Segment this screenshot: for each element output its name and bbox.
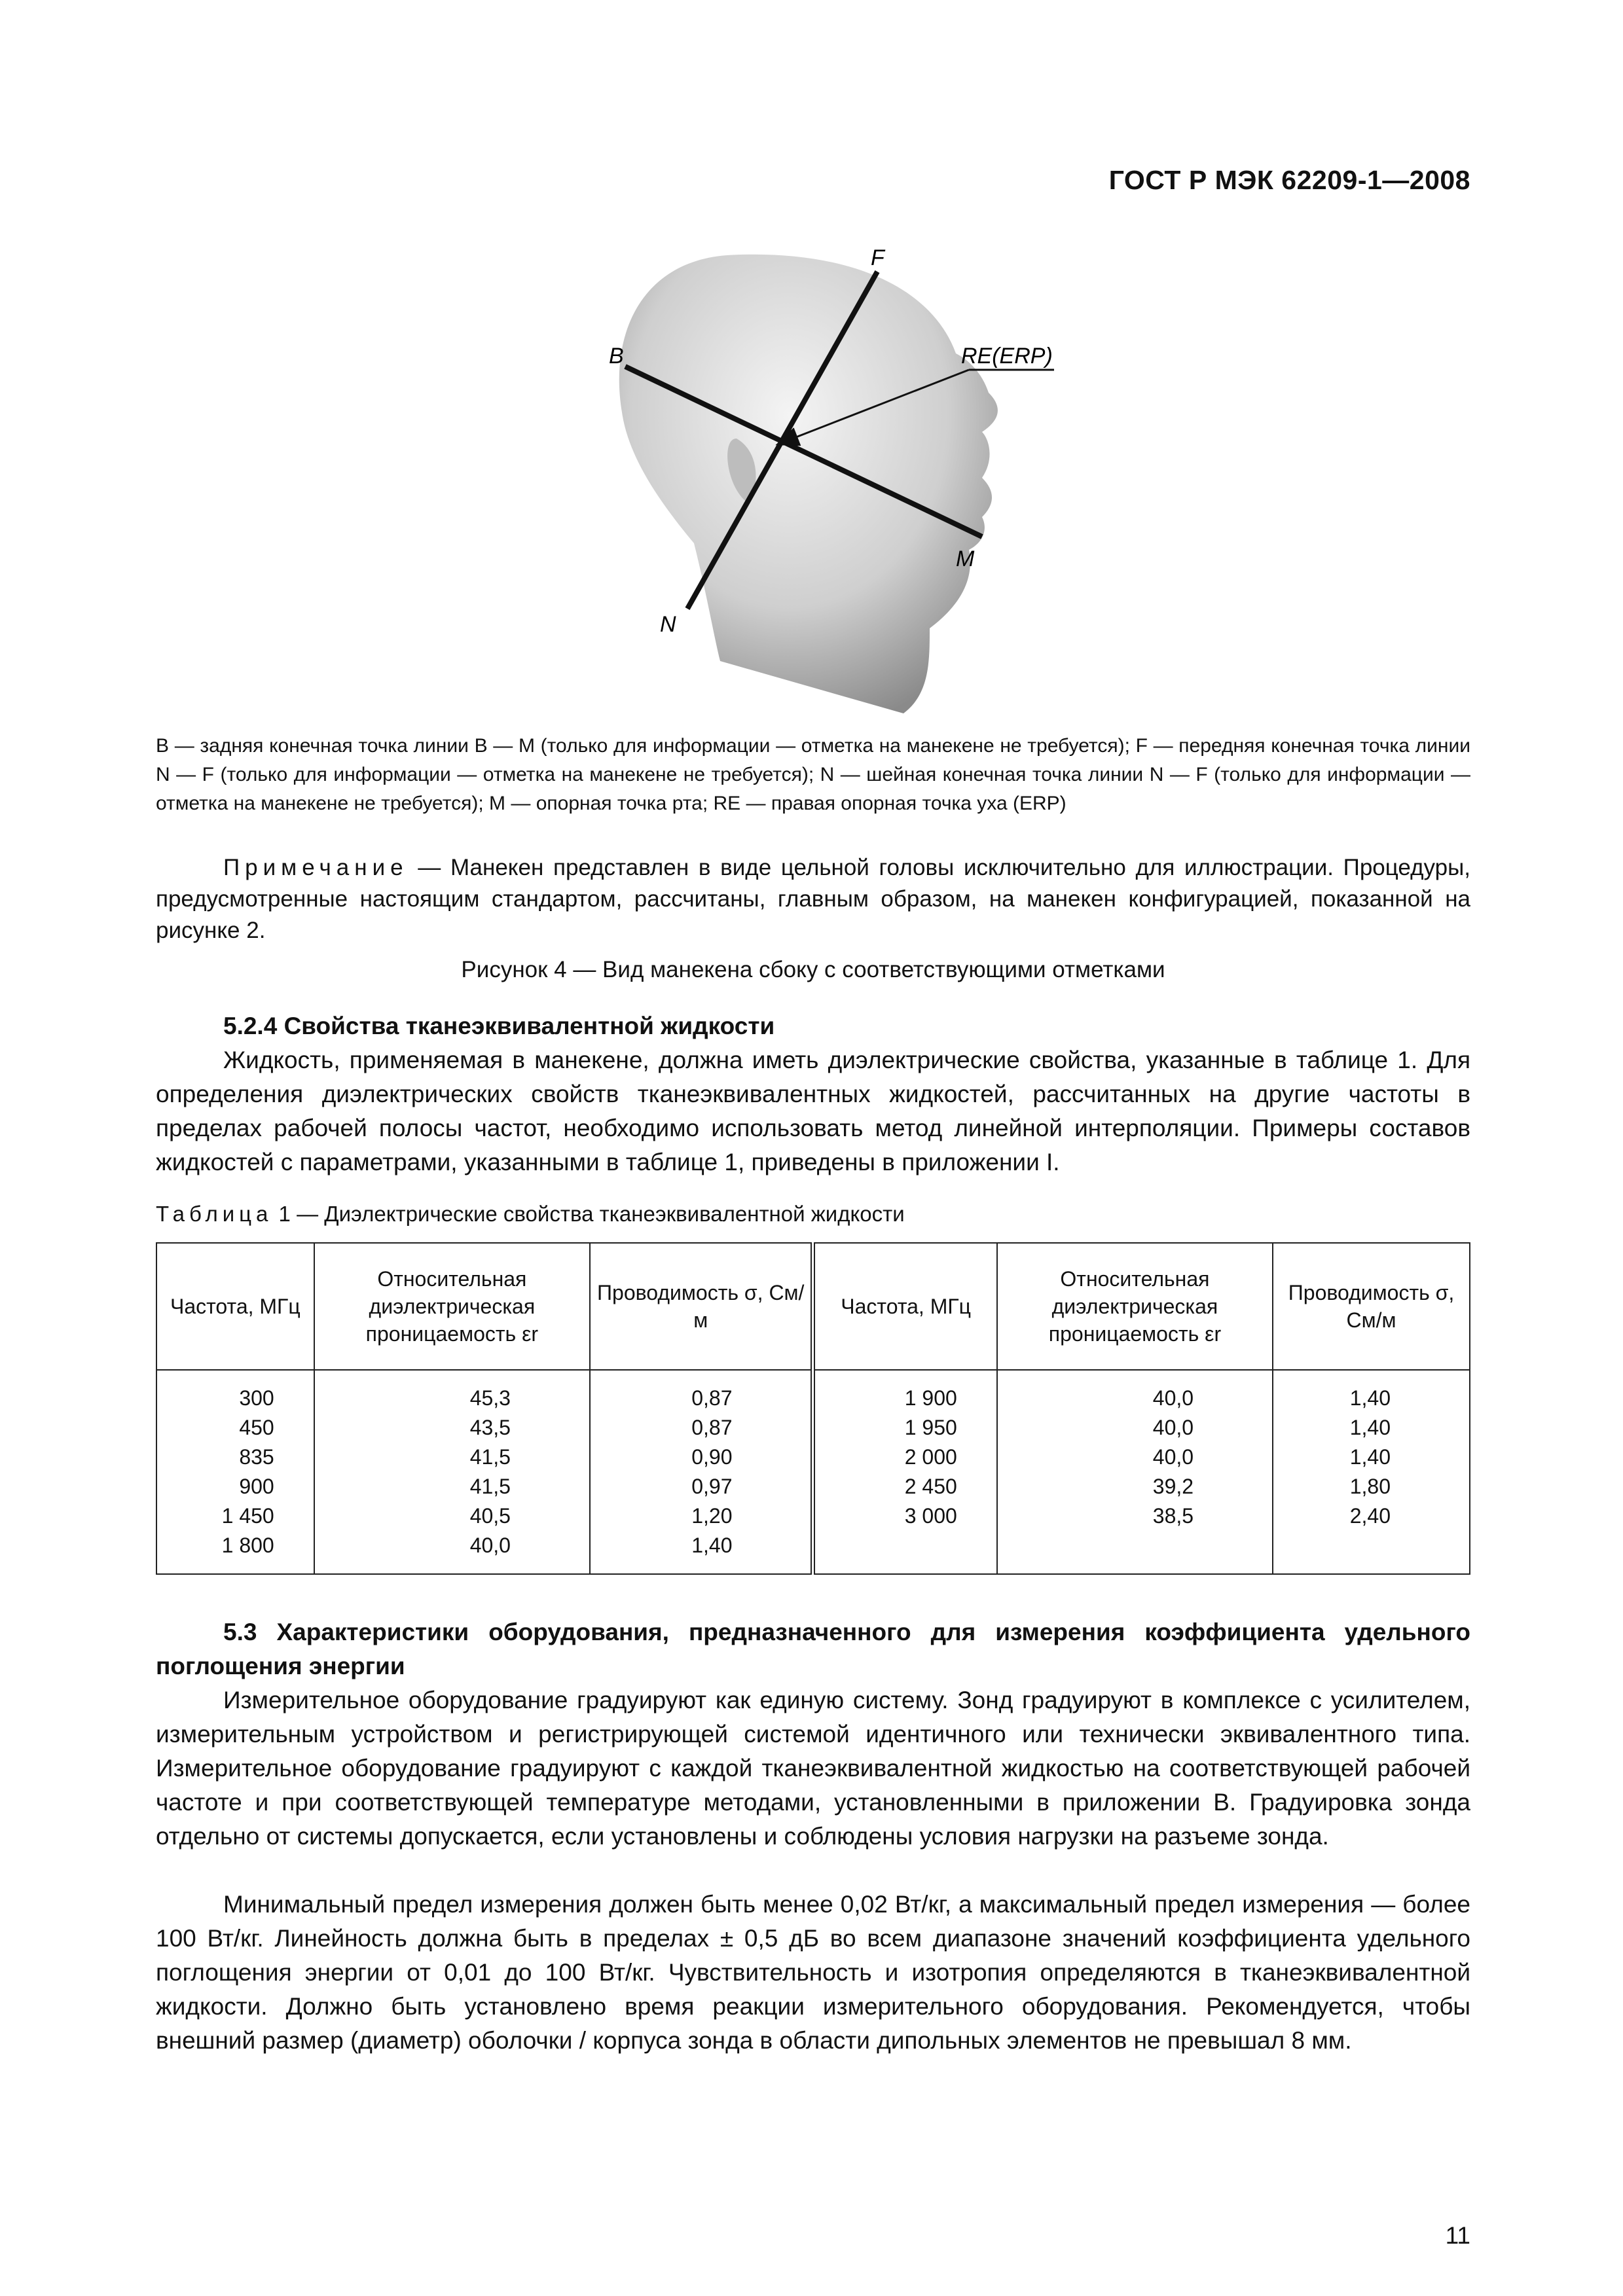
table-1-dielectric-properties (156, 1242, 1470, 1575)
section-5-2-4-title: 5.2.4 Свойства тканеэквивалентной жидкости (223, 1013, 775, 1039)
table-header-row (156, 1243, 1470, 1370)
page-number: 11 (1445, 2222, 1470, 2249)
label-re-erp: RE(ERP) (961, 344, 1053, 368)
header-permittivity-2: Относительная диэлектрическая проницаемость εr (997, 1243, 1273, 1370)
document-header: ГОСТ Р МЭК 62209-1—2008 (1108, 165, 1470, 195)
header-conductivity-1: Проводимость σ, См/м (590, 1243, 813, 1370)
cell-frequency-2: 1 900 1 950 2 000 2 450 3 000 (813, 1370, 997, 1574)
note-label: Примечание (223, 855, 409, 880)
label-n: N (660, 612, 676, 637)
cell-permittivity-2: 40,0 40,0 40,0 39,2 38,5 (997, 1370, 1273, 1574)
header-conductivity-2: Проводимость σ, См/м (1273, 1243, 1470, 1370)
label-f: F (871, 245, 884, 270)
figure-legend: B — задняя конечная точка линии B — M (только для информации — отметка на манекене не требуется); F — передняя конечная точка линии N — F (только для информации — отметка на манекене не требуется); N — шейная конечная точка линии N — F (только для информации — отметка на манекене не требуется); M — опорная точка рта; RE — правая опорная точка уха (ERP) (156, 735, 1470, 814)
table-label: Таблица (156, 1202, 273, 1226)
figure-title: Рисунок 4 — Вид манекена сбоку с соответствующими отметками (461, 957, 1165, 982)
cell-permittivity-1: 45,3 43,5 41,5 41,5 40,5 40,0 (314, 1370, 590, 1574)
cell-frequency-1: 300 450 835 900 1 450 1 800 (156, 1370, 314, 1574)
header-frequency-1: Частота, МГц (156, 1243, 314, 1370)
table-title-text: 1 — Диэлектрические свойства тканеэквивалентной жидкости (272, 1202, 905, 1226)
cell-conductivity-2: 1,40 1,40 1,40 1,80 2,40 (1273, 1370, 1470, 1574)
mannequin-head-shape (619, 255, 998, 713)
label-b: B (609, 344, 624, 368)
cell-conductivity-1: 0,87 0,87 0,90 0,97 1,20 1,40 (590, 1370, 813, 1574)
section-5-3-title: 5.3 Характеристики оборудования, предназначенного для измерения коэффициента удельного поглощения энергии (156, 1619, 1470, 1679)
section-5-2-4-text: Жидкость, применяемая в манекене, должна иметь диэлектрические свойства, указанные в таблице 1. Для определения диэлектрических свойств тканеэквивалентных жидкостей, рассчитанных на другие частоты в пределах рабочей полосы частот, необходимо использовать метод линейной интерполяции. Примеры составов жидкостей с параметрами, указанными в таблице 1, приведены в приложении I. (156, 1047, 1470, 1175)
table-row (156, 1370, 1470, 1574)
label-m: M (956, 547, 975, 571)
note-text: — Манекен представлен в виде цельной головы исключительно для иллюстрации. Процедуры, предусмотренные настоящим стандартом, рассчитаны, главным образом, на манекен конфигурацией, показанной на рисунке 2. (156, 855, 1470, 943)
header-permittivity-1: Относительная диэлектрическая проницаемость εr (314, 1243, 590, 1370)
section-5-3-paragraph-1: Измерительное оборудование градуируют как единую систему. Зонд градуируют в комплексе с усилителем, измерительным устройством и регистрирующей системой идентичного или технически эквивалентного типа. Измерительное оборудование градуируют с каждой тканеэквивалентной жидкостью на соответствующей рабочей частоте и при соответствующей температуре методами, установленными в приложении B. Градуировка зонда отдельно от системы допускается, если установлены и соблюдены условия нагрузки на разъеме зонда. (156, 1687, 1470, 1850)
mannequin-side-view-figure (563, 242, 1061, 720)
table-1-title (156, 1202, 1470, 1227)
figure-note (156, 852, 1470, 946)
header-frequency-2: Частота, МГц (813, 1243, 997, 1370)
section-5-3-paragraph-2: Минимальный предел измерения должен быть менее 0,02 Вт/кг, а максимальный предел измерения — более 100 Вт/кг. Линейность должна быть в пределах ± 0,5 дБ во всем диапазоне значений коэффициента удельного поглощения энергии от 0,01 до 100 Вт/кг. Чувствительность и изотропия определяются в тканеэквивалентной жидкости. Должно быть установлено время реакции измерительного оборудования. Рекомендуется, чтобы внешний размер (диаметр) оболочки / корпуса зонда в области дипольных элементов не превышал 8 мм. (156, 1891, 1470, 2054)
